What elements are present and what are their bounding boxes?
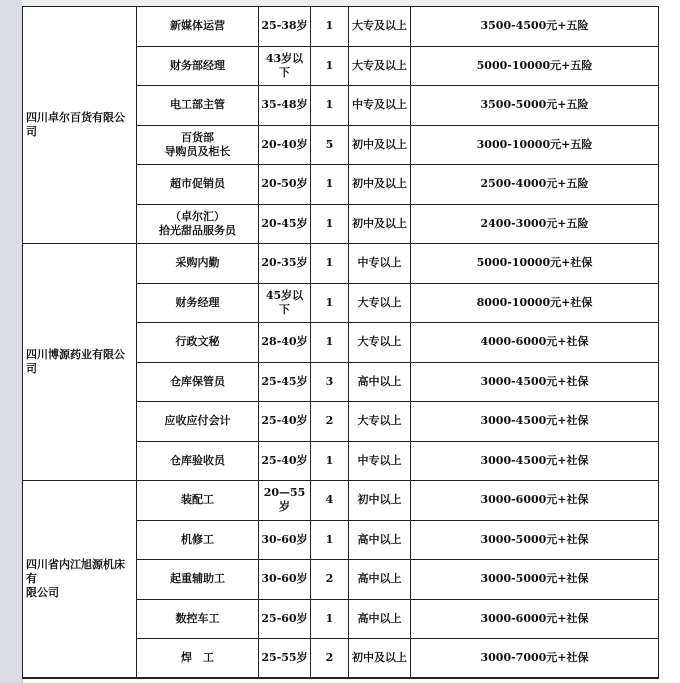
salary-cell: 3000-5000元+社保	[411, 560, 659, 600]
education-cell: 高中以上	[349, 599, 411, 639]
count-cell: 2	[311, 560, 349, 600]
salary-cell: 3000-6000元+社保	[411, 599, 659, 639]
position-cell: （卓尔汇） 拾光甜品服务员	[137, 204, 259, 244]
education-cell: 初中及以上	[349, 639, 411, 679]
age-cell: 20-35岁	[259, 244, 311, 284]
salary-cell: 3000-6000元+社保	[411, 481, 659, 521]
salary-cell: 5000-10000元+社保	[411, 244, 659, 284]
table-row	[23, 244, 659, 284]
count-cell: 5	[311, 125, 349, 165]
left-margin-bar	[0, 0, 23, 683]
education-cell: 大专及以上	[349, 7, 411, 47]
education-cell: 中专以上	[349, 244, 411, 284]
age-cell: 25-40岁	[259, 402, 311, 442]
count-cell: 1	[311, 244, 349, 284]
count-cell: 1	[311, 7, 349, 47]
count-cell: 1	[311, 520, 349, 560]
salary-cell: 3000-10000元+五险	[411, 125, 659, 165]
count-cell: 2	[311, 402, 349, 442]
age-cell: 25-55岁	[259, 639, 311, 679]
salary-cell: 3500-4500元+五险	[411, 7, 659, 47]
company-name-cell: 四川省内江旭源机床有 限公司	[23, 481, 137, 679]
count-cell: 1	[311, 599, 349, 639]
salary-cell: 3000-4500元+社保	[411, 402, 659, 442]
count-cell: 3	[311, 362, 349, 402]
count-cell: 1	[311, 86, 349, 126]
education-cell: 高中以上	[349, 362, 411, 402]
position-cell: 行政文秘	[137, 323, 259, 363]
age-cell: 25-45岁	[259, 362, 311, 402]
position-cell: 超市促销员	[137, 165, 259, 205]
count-cell: 1	[311, 204, 349, 244]
age-cell: 30-60岁	[259, 560, 311, 600]
education-cell: 大专及以上	[349, 46, 411, 86]
age-cell: 30-60岁	[259, 520, 311, 560]
education-cell: 初中及以上	[349, 204, 411, 244]
position-cell: 焊 工	[137, 639, 259, 679]
position-cell: 起重辅助工	[137, 560, 259, 600]
salary-cell: 3500-5000元+五险	[411, 86, 659, 126]
position-cell: 电工部主管	[137, 86, 259, 126]
position-cell: 装配工	[137, 481, 259, 521]
company-name-cell: 四川博源药业有限公司	[23, 244, 137, 481]
company-name-cell: 四川卓尔百货有限公司	[23, 7, 137, 244]
education-cell: 高中以上	[349, 520, 411, 560]
age-cell: 25-38岁	[259, 7, 311, 47]
salary-cell: 8000-10000元+社保	[411, 283, 659, 323]
count-cell: 1	[311, 283, 349, 323]
salary-cell: 3000-5000元+社保	[411, 520, 659, 560]
table-row	[23, 7, 659, 47]
age-cell: 25-40岁	[259, 441, 311, 481]
salary-cell: 5000-10000元+五险	[411, 46, 659, 86]
salary-cell: 3000-7000元+社保	[411, 639, 659, 679]
count-cell: 4	[311, 481, 349, 521]
education-cell: 中专及以上	[349, 86, 411, 126]
salary-cell: 3000-4500元+社保	[411, 362, 659, 402]
table-row	[23, 481, 659, 521]
position-cell: 数控车工	[137, 599, 259, 639]
salary-cell: 3000-4500元+社保	[411, 441, 659, 481]
education-cell: 中专以上	[349, 441, 411, 481]
education-cell: 大专以上	[349, 323, 411, 363]
position-cell: 采购内勤	[137, 244, 259, 284]
age-cell: 20-50岁	[259, 165, 311, 205]
count-cell: 1	[311, 46, 349, 86]
job-listing-table	[22, 6, 659, 679]
education-cell: 高中以上	[349, 560, 411, 600]
count-cell: 1	[311, 165, 349, 205]
salary-cell: 2400-3000元+五险	[411, 204, 659, 244]
count-cell: 1	[311, 323, 349, 363]
education-cell: 大专以上	[349, 283, 411, 323]
salary-cell: 4000-6000元+社保	[411, 323, 659, 363]
salary-cell: 2500-4000元+五险	[411, 165, 659, 205]
age-cell: 43岁以下	[259, 46, 311, 86]
position-cell: 仓库保管员	[137, 362, 259, 402]
position-cell: 财务经理	[137, 283, 259, 323]
education-cell: 大专以上	[349, 402, 411, 442]
count-cell: 1	[311, 441, 349, 481]
position-cell: 新媒体运营	[137, 7, 259, 47]
education-cell: 初中及以上	[349, 125, 411, 165]
age-cell: 45岁以下	[259, 283, 311, 323]
count-cell: 2	[311, 639, 349, 679]
age-cell: 20-45岁	[259, 204, 311, 244]
education-cell: 初中及以上	[349, 165, 411, 205]
position-cell: 财务部经理	[137, 46, 259, 86]
position-cell: 机修工	[137, 520, 259, 560]
position-cell: 应收应付会计	[137, 402, 259, 442]
age-cell: 35-48岁	[259, 86, 311, 126]
position-cell: 百货部 导购员及柜长	[137, 125, 259, 165]
education-cell: 初中以上	[349, 481, 411, 521]
age-cell: 28-40岁	[259, 323, 311, 363]
job-table-body	[23, 7, 659, 679]
age-cell: 25-60岁	[259, 599, 311, 639]
table-bottom-rule	[22, 677, 658, 678]
age-cell: 20—55岁	[259, 481, 311, 521]
age-cell: 20-40岁	[259, 125, 311, 165]
position-cell: 仓库验收员	[137, 441, 259, 481]
